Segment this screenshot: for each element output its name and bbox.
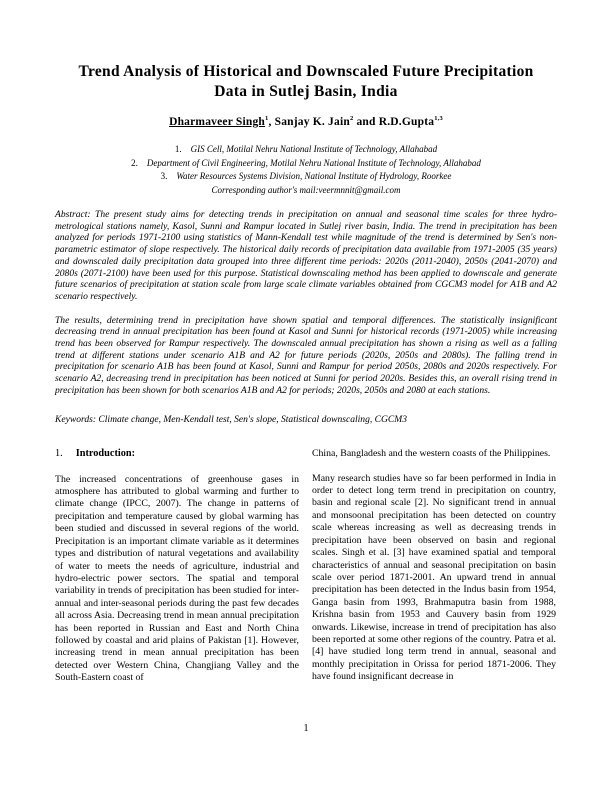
affiliation-text: Department of Civil Engineering, Motilal Nehru National Institute of Technology, Allahabad xyxy=(146,157,481,168)
section-heading-introduction xyxy=(55,448,299,460)
affiliation-item-3 xyxy=(55,170,557,184)
author-name-3: and R.D.Gupta xyxy=(353,116,435,128)
page-number: 1 xyxy=(303,723,309,734)
section-title: Introduction: xyxy=(75,448,136,460)
paper-title xyxy=(55,62,557,102)
introduction-paragraph-right-1: China, Bangladesh and the western coasts of the Philippines. xyxy=(312,448,551,460)
affiliation-number: 1. xyxy=(174,144,182,154)
left-column xyxy=(55,448,299,696)
author-3-affiliation-superscript: 1,3 xyxy=(434,115,443,123)
affiliation-list xyxy=(55,143,557,197)
author-1-affiliation-superscript: 1 xyxy=(265,115,269,123)
affiliation-number: 3. xyxy=(160,171,168,181)
author-name-1: Dharmaveer Singh xyxy=(169,116,266,128)
affiliation-number: 2. xyxy=(131,157,138,168)
corresponding-author-line: Corresponding author's mail:veermnnit@gmail.com xyxy=(211,184,401,195)
abstract-paragraph-1: Abstract: The present study aims for detecting trends in precipitation on annual and seasonal time scales for three hydro-metrological stations namely, Kasol, Sunni and Rampur located in Sutlej river basin, India. The trend in precipitation has been analyzed for periods 1971-2100 using statistics of Mann-Kendall test while magnitude of the trend is determined by Sen's non-parametric estimator of slope respectively. The historical daily records of precipitation data available from 1971-2005 (35 years) and downscaled daily precipitation data grouped into three different time periods: 2020s (2011-2040), 2050s (2041-2070) and 2080s (2071-2100) have been used for this purpose. Statistical downscaling method has been applied to downscale and generate future scenarios of precipitation at station scale from large scale climate variables obtained from CGCM3 model for A1B and A2 scenario respectively. xyxy=(55,209,557,302)
right-column xyxy=(312,448,556,696)
paper-title-line-2: Data in Sutlej Basin, India xyxy=(214,83,398,100)
section-number: 1. xyxy=(55,448,63,460)
introduction-paragraph-right-2: Many research studies have so far been performed in India in order to detect long term trend in precipitation on country, basin and regional scale [2]. No significant trend in annual and monsoonal precipitation has been detected on country scale whereas increasing as well as decreasing trends in precipitation have been observed on basin and regional scales. Singh et al. [3] have examined spatial and temporal characteristics of annual and seasonal precipitation on basin scale over period 1871-2001. An upward trend in annual precipitation has been detected in the Indus basin from 1954, Ganga basin from 1993, Brahmaputra basin from 1988, Krishna basin from 1953 and Cauvery basin from 1929 onwards. Likewise, increase in trend of precipitation has also been reported at some other regions of the country. Patra et al. [4] have studied long term trend in annual, seasonal and monthly precipitation in Orissa for period 1871-2006. They have found insignificant decrease in xyxy=(312,472,556,683)
author-name-2: , Sanjay K. Jain xyxy=(268,116,350,128)
affiliation-text: Water Resources Systems Division, National Institute of Hydrology, Roorkee xyxy=(176,171,452,181)
keywords-line: Keywords: Climate change, Men-Kendall test, Sen's slope, Statistical downscaling, CGCM3 xyxy=(55,413,407,425)
introduction-paragraph-left: The increased concentrations of greenhouse gases in atmosphere has attributed to global warming and further to climate change (IPCC, 2007). The change in patterns of precipitation and temperature caused by global warming has been studied and discussed in several regions of the world. Precipitation is an important climate variable as it determines types and distribution of natural vegetations and availability of water to meets the needs of agriculture, industrial and hydro-electric power sectors. The spatial and temporal variability in trends of precipitation has been studied for inter-annual and inter-seasonal periods during the past few decades all across Asia. Decreasing trend in mean annual precipitation has been reported in Russian and East and North China followed by coastal and arid plains of Pakistan [1]. However, increasing trend in mean annual precipitation has been detected over Western China, Changjiang Valley and the South-Eastern coast of xyxy=(55,473,299,684)
author-2-affiliation-superscript: 2 xyxy=(349,115,354,123)
author-line xyxy=(55,116,557,128)
body-columns xyxy=(55,448,557,696)
affiliation-item-1 xyxy=(55,143,557,157)
affiliation-text: GIS Cell, Motilal Nehru National Institute of Technology, Allahabad xyxy=(190,144,438,154)
abstract-paragraph-2: The results, determining trend in precipitation have shown spatial and temporal differences. The statistically insignificant decreasing trend in annual precipitation has been found at Kasol and Sunni for historical records (1971-2005) while increasing trend has been observed for Rampur respectively. The downscaled annual precipitation has shown a rising as well as a falling trend at different stations under scenario A1B and A2 for future periods (2020s, 2050s and 2080s). The falling trend in precipitation for scenario A1B has been found at Kasol, Sunni and Rampur for period 2050s, 2080s and 2020s respectively. For scenario A2, decreasing trend in precipitation has been noticed at Sunni for period 2020s. Besides this, an overall rising trend in precipitation has been shown for both scenarios A1B and A2 for periods; 2020s, 2050s and 2080 at each stations. xyxy=(55,314,557,396)
affiliation-item-2 xyxy=(55,157,557,171)
paper-title-line-1: Trend Analysis of Historical and Downscaled Future Precipitation xyxy=(78,63,534,80)
